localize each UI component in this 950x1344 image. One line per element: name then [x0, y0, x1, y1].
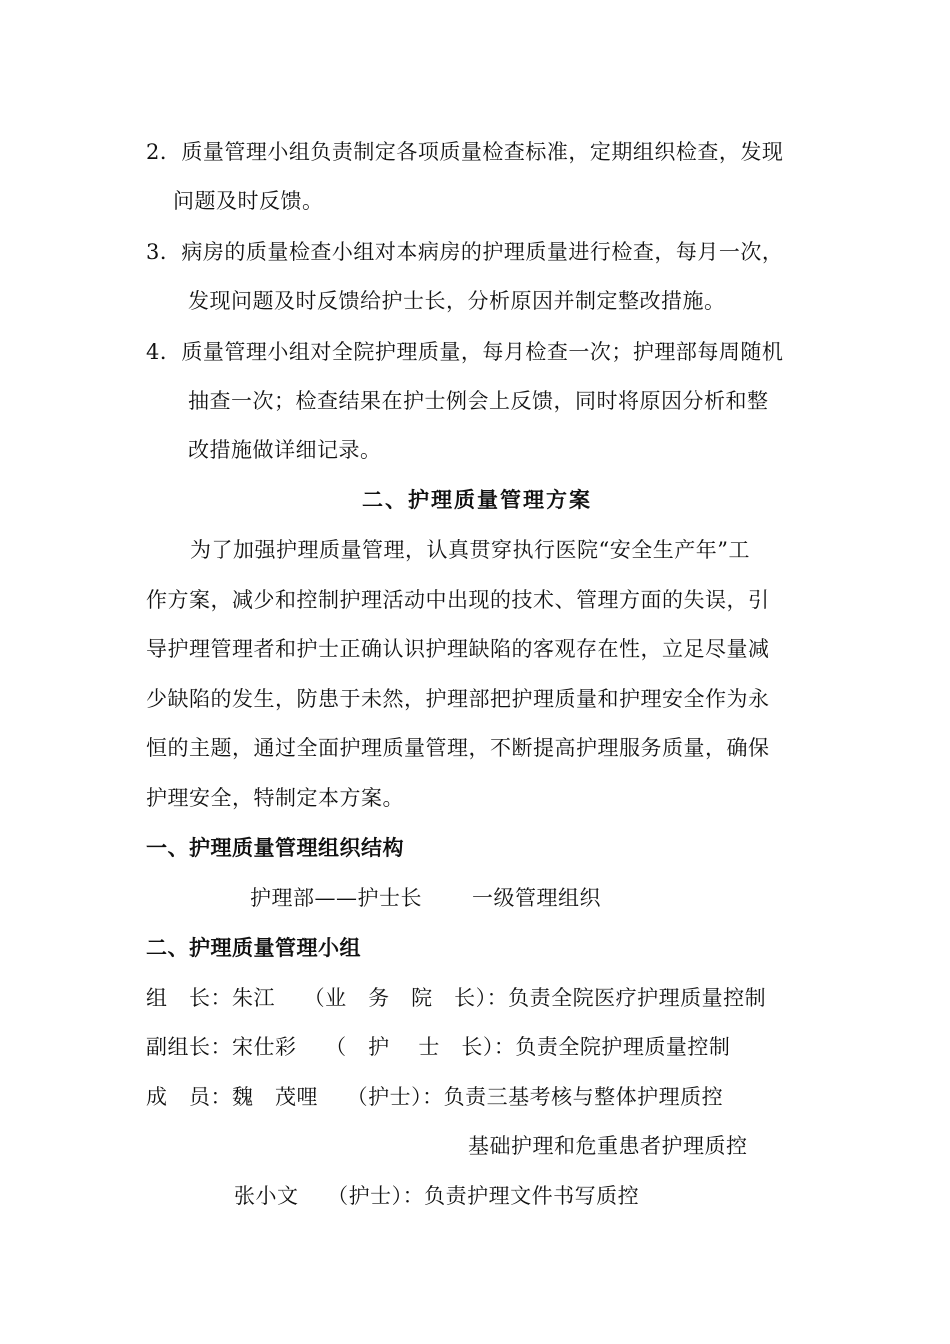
intro-paragraph-line: 为了加强护理质量管理，认真贯穿执行医院“安全生产年”工	[190, 538, 750, 562]
member-2: 张小文 （护士）：负责护理文件书写质控	[234, 1184, 640, 1208]
heading-organization-structure: 一、护理质量管理组织结构	[146, 836, 404, 860]
intro-paragraph-line: 恒的主题，通过全面护理质量管理，不断提高护理服务质量，确保	[146, 736, 770, 760]
member-line: 成 员：魏 茂哩 （护士）：负责三基考核与整体护理质控	[146, 1085, 724, 1109]
intro-paragraph-line: 作方案，减少和控制护理活动中出现的技术、管理方面的失误，引	[146, 588, 770, 612]
heading-management-group: 二、护理质量管理小组	[146, 936, 361, 960]
list-item-4-line-3: 改措施做详细记录。	[188, 438, 382, 462]
structure-right: 一级管理组织	[472, 886, 601, 910]
structure-left: 护理部——护士长	[250, 886, 422, 910]
list-item-2-line-2: 问题及时反馈。	[173, 189, 324, 213]
list-item-3-line-1: 3．病房的质量检查小组对本病房的护理质量进行检查，每月一次，	[146, 240, 784, 264]
intro-paragraph-line: 导护理管理者和护士正确认识护理缺陷的客观存在性，立足尽量减	[146, 637, 770, 661]
intro-paragraph-line: 护理安全，特制定本方案。	[146, 786, 404, 810]
list-item-4-line-1: 4．质量管理小组对全院护理质量，每月检查一次；护理部每周随机	[146, 340, 784, 364]
section-title: 二、护理质量管理方案	[362, 488, 592, 512]
list-item-2-line-1: 2．质量管理小组负责制定各项质量检查标准，定期组织检查，发现	[146, 140, 784, 164]
intro-paragraph-line: 少缺陷的发生，防患于未然，护理部把护理质量和护理安全作为永	[146, 687, 770, 711]
member-line-continuation: 基础护理和危重患者护理质控	[468, 1134, 748, 1158]
list-item-4-line-2: 抽查一次；检查结果在护士例会上反馈，同时将原因分析和整	[188, 389, 769, 413]
list-item-3-line-2: 发现问题及时反馈给护士长，分析原因并制定整改措施。	[188, 289, 726, 313]
member-leader: 组 长：朱江 （业 务 院 长）：负责全院医疗护理质量控制	[146, 986, 767, 1010]
member-vice-leader: 副组长：宋仕彩 （ 护 士 长）：负责全院护理质量控制	[146, 1035, 731, 1059]
